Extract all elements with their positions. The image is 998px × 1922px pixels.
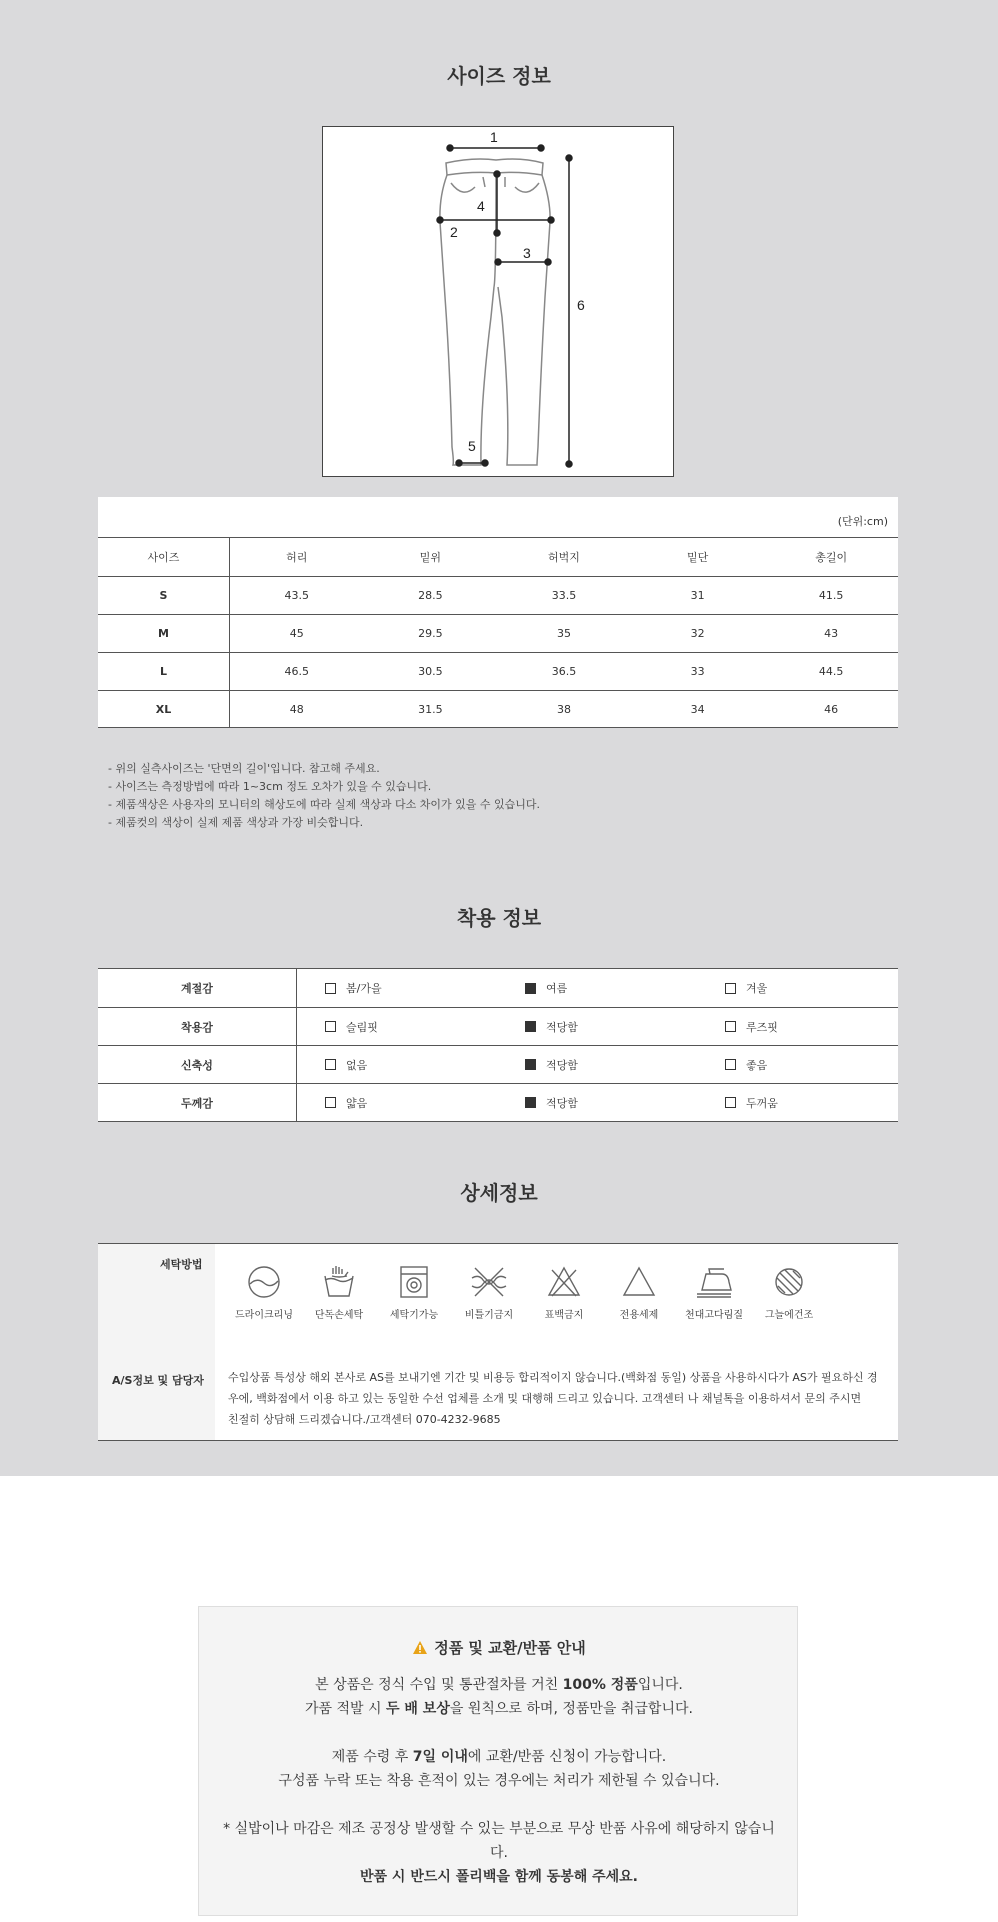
detail-info-title: 상세정보 — [460, 1181, 538, 1205]
size-info-title: 사이즈 정보 — [447, 64, 551, 88]
fit-option-selected — [525, 1008, 578, 1045]
value-cell: 43.5 — [284, 589, 310, 602]
notice-text: 입니다. — [637, 1677, 683, 1693]
checkbox-icon — [725, 983, 736, 994]
value-cell: 28.5 — [418, 589, 443, 602]
size-cell: M — [98, 615, 230, 652]
as-info-line: 우에, 백화점에서 이용 하고 있는 동일한 수선 업체를 소개 및 대행해 드리고 있습니다. 고객센터 나 채널톡을 이용하셔서 문의 주시면 — [228, 1392, 862, 1405]
wash-item-neutral-detergent — [601, 1264, 677, 1321]
note-line: - 제품컷의 색상이 실제 제품 색상과 가장 비슷합니다. — [108, 816, 364, 829]
checkbox-checked-icon — [525, 1097, 536, 1108]
note-line: - 위의 실측사이즈는 '단면의 길이'입니다. 참고해 주세요. — [108, 762, 380, 775]
value-cell: 35 — [556, 627, 571, 640]
table-row — [98, 576, 898, 614]
wash-item-no-wring — [451, 1264, 527, 1321]
fit-option — [325, 1008, 378, 1045]
checkbox-icon — [325, 1097, 336, 1108]
wash-method-label: 세탁방법 — [160, 1258, 203, 1271]
detail-table — [98, 1243, 898, 1441]
warning-icon — [412, 1640, 428, 1655]
fit-option-selected — [525, 969, 567, 1007]
notice-bold: 100% 정품 — [562, 1677, 638, 1693]
notice-text: 가품 적발 시 — [305, 1701, 387, 1717]
wash-item-shade-dry — [751, 1264, 827, 1321]
as-info-line: 친절히 상담해 드리겠습니다./고객센터 070-4232-9685 — [228, 1413, 501, 1426]
fit-option-label: 좋음 — [746, 1058, 768, 1072]
fit-option — [725, 1046, 767, 1083]
fit-option-label: 겨울 — [746, 982, 768, 995]
value-cell: 30.5 — [418, 665, 443, 678]
wash-item-label: 전용세제 — [619, 1310, 659, 1321]
header-cell: 허벅지 — [548, 551, 580, 564]
fit-option-label: 적당함 — [546, 1096, 578, 1110]
wash-item-label: 그늘에건조 — [764, 1310, 814, 1321]
size-notes — [108, 760, 540, 832]
fit-option-label: 루즈핏 — [746, 1020, 778, 1034]
notice-text: 본 상품은 정식 수입 및 통관절차를 거친 — [315, 1677, 563, 1693]
table-row — [98, 652, 898, 690]
checkbox-icon — [725, 1059, 736, 1070]
wash-item-label: 세탁기가능 — [389, 1310, 439, 1321]
wash-item-no-bleach — [526, 1264, 602, 1321]
checkbox-icon — [325, 983, 336, 994]
checkbox-icon — [325, 1021, 336, 1032]
checkbox-checked-icon — [525, 1021, 536, 1032]
fit-option — [725, 1084, 778, 1121]
checkbox-icon — [325, 1059, 336, 1070]
table-row — [98, 690, 898, 728]
notice-line — [219, 1697, 779, 1721]
value-cell: 31.5 — [418, 702, 443, 716]
header-cell: 밑단 — [686, 551, 709, 564]
pants-diagram-svg — [323, 127, 675, 478]
wash-item-label: 비틀기금지 — [464, 1310, 514, 1321]
neutral-detergent-icon — [621, 1264, 657, 1300]
measure-label-rise: 4 — [477, 198, 485, 214]
header-cell: 사이즈 — [98, 538, 230, 576]
authenticity-return-notice — [198, 1606, 798, 1916]
value-cell: 33.5 — [551, 589, 577, 602]
fit-option — [325, 1084, 367, 1121]
note-line: - 사이즈는 측정방법에 따라 1~3cm 정도 오차가 있을 수 있습니다. — [108, 780, 432, 793]
notice-title-text: 정품 및 교환/반품 안내 — [434, 1639, 586, 1657]
value-cell: 38 — [556, 702, 571, 716]
table-row — [98, 614, 898, 652]
dry-clean-icon — [246, 1264, 282, 1300]
wash-item-hand-wash — [301, 1264, 377, 1321]
wash-item-label: 표백금지 — [544, 1310, 584, 1321]
header-cell: 허리 — [286, 551, 308, 564]
fit-option-label: 적당함 — [546, 1020, 578, 1034]
fit-row-thickness — [98, 1083, 898, 1121]
value-cell: 48 — [289, 702, 304, 716]
size-cell: XL — [98, 691, 230, 727]
fit-option — [325, 969, 382, 1007]
wash-item-dry-clean — [226, 1264, 302, 1321]
washing-machine-icon — [396, 1264, 432, 1300]
wash-item-label: 천대고다림질 — [685, 1310, 743, 1321]
header-cell: 총길이 — [815, 551, 848, 564]
fit-option-label: 적당함 — [546, 1058, 578, 1072]
fit-row-label: 착용감 — [98, 1008, 297, 1045]
value-cell: 29.5 — [418, 627, 443, 640]
notice-line: * 실밥이나 마감은 제조 공정상 발생할 수 있는 부분으로 무상 반품 사유에 해당하지 않습니다. — [223, 1821, 775, 1861]
no-bleach-icon — [546, 1264, 582, 1300]
fit-row-label: 계절감 — [98, 969, 297, 1007]
as-info-line: 수입상품 특성상 해외 본사로 AS를 보내기엔 기간 및 비용등 합리적이지 않습니다.(백화점 동일) 상품을 사용하시다가 AS가 필요하신 경 — [228, 1371, 878, 1384]
unit-label: (단위:cm) — [837, 515, 888, 528]
notice-line — [219, 1745, 779, 1769]
notice-line: 구성품 누락 또는 착용 흔적이 있는 경우에는 처리가 제한될 수 있습니다. — [278, 1773, 720, 1789]
hand-wash-icon — [321, 1264, 357, 1300]
value-cell: 44.5 — [818, 665, 844, 678]
fit-row-season — [98, 969, 898, 1007]
fit-table — [98, 968, 898, 1122]
wash-item-iron — [676, 1264, 752, 1321]
measure-label-thigh: 3 — [523, 245, 531, 261]
no-wring-icon — [469, 1264, 509, 1300]
fit-row-label: 신축성 — [98, 1046, 297, 1083]
fit-option-label: 봄/가을 — [346, 982, 382, 995]
size-cell: S — [98, 577, 230, 614]
value-cell: 34 — [690, 702, 705, 716]
fit-row-label: 두께감 — [98, 1084, 297, 1121]
value-cell: 32 — [690, 627, 705, 640]
as-info-text — [228, 1367, 888, 1430]
fit-option — [725, 969, 767, 1007]
size-table — [98, 497, 898, 728]
notice-text: 제품 수령 후 — [331, 1749, 413, 1765]
value-cell: 31 — [690, 589, 705, 602]
fit-option-label: 여름 — [546, 982, 568, 995]
checkbox-icon — [725, 1021, 736, 1032]
value-cell: 46.5 — [284, 665, 310, 678]
as-info-label: A/S정보 및 담당자 — [112, 1374, 204, 1387]
checkbox-checked-icon — [525, 1059, 536, 1070]
fit-row-stretch — [98, 1045, 898, 1083]
fit-option-selected — [525, 1046, 578, 1083]
notice-title — [199, 1637, 799, 1658]
value-cell: 45 — [289, 627, 304, 640]
value-cell: 33 — [690, 665, 705, 678]
size-table-header — [98, 537, 898, 576]
value-cell: 41.5 — [818, 589, 844, 602]
measure-label-hip: 2 — [450, 224, 458, 240]
pants-size-diagram — [322, 126, 674, 477]
checkbox-checked-icon — [525, 983, 536, 994]
value-cell: 36.5 — [551, 665, 577, 678]
notice-line-bold: 반품 시 반드시 폴리백을 함께 동봉해 주세요. — [360, 1869, 638, 1885]
notice-text: 을 원칙으로 하며, 정품만을 취급합니다. — [449, 1701, 693, 1717]
checkbox-icon — [725, 1097, 736, 1108]
fit-option — [725, 1008, 778, 1045]
measure-label-waist: 1 — [490, 129, 498, 145]
value-cell: 46 — [824, 702, 839, 716]
shade-dry-icon — [771, 1264, 807, 1300]
note-line: - 제품색상은 사용자의 모니터의 해상도에 따라 실제 색상과 다소 차이가 있을 수 있습니다. — [108, 798, 540, 811]
wash-item-washing-machine — [376, 1264, 452, 1321]
notice-text: 에 교환/반품 신청이 가능합니다. — [467, 1749, 667, 1765]
fit-option-label: 없음 — [346, 1058, 368, 1072]
wash-item-label: 단독손세탁 — [314, 1310, 364, 1321]
value-cell: 43 — [824, 627, 839, 640]
fit-info-title: 착용 정보 — [456, 906, 542, 930]
fit-option — [325, 1046, 367, 1083]
iron-icon — [694, 1264, 734, 1300]
size-cell: L — [98, 653, 230, 690]
header-cell: 밑위 — [419, 551, 442, 564]
fit-option-selected — [525, 1084, 578, 1121]
fit-row-fit — [98, 1007, 898, 1045]
fit-option-label: 슬림핏 — [346, 1020, 378, 1034]
notice-bold: 7일 이내 — [412, 1749, 468, 1765]
fit-option-label: 얇음 — [346, 1096, 368, 1110]
measure-label-hem: 5 — [468, 438, 476, 454]
notice-bold: 두 배 보상 — [386, 1701, 450, 1717]
fit-option-label: 두꺼움 — [746, 1096, 778, 1110]
detail-label-column — [98, 1244, 215, 1440]
wash-item-label: 드라이크리닝 — [235, 1310, 293, 1321]
measure-label-length: 6 — [577, 297, 585, 313]
notice-line — [219, 1673, 779, 1697]
